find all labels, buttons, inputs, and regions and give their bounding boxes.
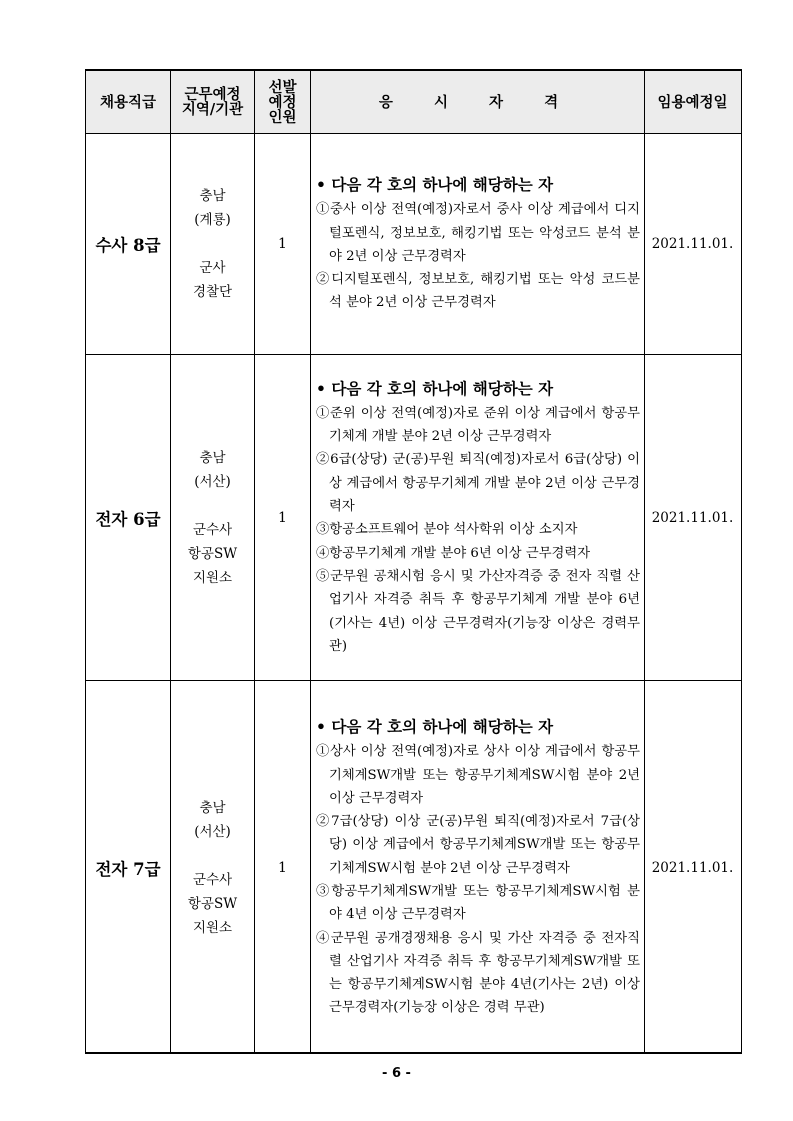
count-cell: 1 xyxy=(255,134,311,354)
location-cell: 충남 (서산) 군수사 항공SW 지원소 xyxy=(171,355,255,680)
grade-cell: 수사 8급 xyxy=(86,134,171,354)
qualification-item: ②디지털포렌식, 정보보호, 해킹기법 또는 악성 코드분석 분야 2년 이상 근무경력자 xyxy=(316,272,640,311)
location-cell: 충남 (서산) 군수사 항공SW 지원소 xyxy=(171,681,255,1054)
header-appointment-date: 임용예정일 xyxy=(657,93,728,111)
table-header xyxy=(86,71,741,134)
header-grade: 채용직급 xyxy=(86,71,171,133)
table-row xyxy=(86,681,741,1054)
count-cell: 1 xyxy=(255,355,311,680)
date-cell: 2021.11.01. xyxy=(651,509,734,526)
qualification-item: ①준위 이상 전역(예정)자로 준위 이상 계급에서 항공무기체계 개발 분야 2년 이상 근무경력자 xyxy=(316,405,640,445)
recruitment-table xyxy=(85,69,742,1054)
qualification-cell: • 다음 각 호의 하나에 해당하는 자 ①중사 이상 전역(예정)자로서 중사 이상 계급에서 디지털포렌식, 정보보호, 해킹기법 또는 악성코드 분석 분야 2년 이상 근무경력자 ②디지털포렌식, 정보보호, 해킹기법 또는 악성 코드분석 분야 2년 이상 근무경력자 xyxy=(311,134,645,354)
bullet-icon: • xyxy=(316,717,326,737)
qualification-item: ③항공소프트웨어 분야 석사학위 이상 소지자 xyxy=(316,522,578,538)
page-number: - 6 - xyxy=(382,1066,411,1081)
grade-cell: 전자 7급 xyxy=(86,681,171,1054)
qualification-item: ②6급(상당) 군(공)무원 퇴직(예정)자로서 6급(상당) 이상 계급에서 항공무기체계 개발 분야 2년 이상 근무경력자 xyxy=(316,452,640,515)
table-row xyxy=(86,355,741,681)
qualification-item: ④항공무기체계 개발 분야 6년 이상 근무경력자 xyxy=(316,545,591,561)
qualification-item: ④군무원 공개경쟁채용 응시 및 가산 자격증 중 전자직렬 산업기사 자격증 취득 후 항공무기체계SW개발 또는 항공무기체계SW시험 분야 4년(기사는 2년) 이상 근무경력자(기능장 이상은 경력 무관) xyxy=(316,930,640,1016)
count-cell: 1 xyxy=(255,681,311,1054)
qualification-item: ②7급(상당) 이상 군(공)무원 퇴직(예정)자로서 7급(상당) 이상 계급에서 항공무기체계SW개발 또는 항공무기체계SW시험 분야 2년 이상 근무경력자 xyxy=(316,814,640,876)
header-location: 근무예정 지역/기관 xyxy=(171,71,255,133)
qualification-item: ③항공무기체계SW개발 또는 항공무기체계SW시험 분야 4년 이상 근무경력자 xyxy=(316,884,640,923)
qualification-item: ⑤군무원 공채시험 응시 및 가산자격증 중 전자 직렬 산업기사 자격증 취득 후 항공무기체계 개발 분야 6년(기사는 4년) 이상 근무경력자(기능장 이상은 경력무관) xyxy=(316,568,640,654)
date-cell: 2021.11.01. xyxy=(651,859,734,876)
header-qualification: 응 시 자 격 xyxy=(311,71,645,133)
bullet-icon: • xyxy=(316,175,326,195)
qualification-cell: • 다음 각 호의 하나에 해당하는 자 ①상사 이상 전역(예정)자로 상사 이상 계급에서 항공무기체계SW개발 또는 항공무기체계SW시험 분야 2년 이상 근무경력자 ②7급(상당) 이상 군(공)무원 퇴직(예정)자로서 7급(상당) 이상 계급에서 항공무기체계SW개발 또는 항공무기체계SW시험 분야 2년 이상 근무경력자 ③항공무기체계SW개발 또는 항공무기체계SW시험 분야 4년 이상 근무경력자 ④군무원 공개경쟁채용 응시 및 가산 자격증 중 전자직렬 산업기사 자격증 취득 후 항공무기체계SW개발 또는 항공무기체계SW시험 분야 4년(기사는 2년) 이상 근무경력자(기능장 이상은 경력 무관) xyxy=(311,681,645,1054)
qualification-item: ①중사 이상 전역(예정)자로서 중사 이상 계급에서 디지털포렌식, 정보보호, 해킹기법 또는 악성코드 분석 분야 2년 이상 근무경력자 xyxy=(316,202,640,264)
date-cell: 2021.11.01. xyxy=(651,236,734,252)
grade-cell: 전자 6급 xyxy=(86,355,171,680)
qualification-cell: • 다음 각 호의 하나에 해당하는 자 ①준위 이상 전역(예정)자로 준위 이상 계급에서 항공무기체계 개발 분야 2년 이상 근무경력자 ②6급(상당) 군(공)무원 퇴직(예정)자로서 6급(상당) 이상 계급에서 항공무기체계 개발 분야 2년 이상 근무경력자 ③항공소프트웨어 분야 석사학위 이상 소지자 ④항공무기체계 개발 분야 6년 이상 근무경력자 ⑤군무원 공채시험 응시 및 가산자격증 중 전자 직렬 산업기사 자격증 취득 후 항공무기체계 개발 분야 6년(기사는 4년) 이상 근무경력자(기능장 이상은 경력무관) xyxy=(311,355,645,680)
table-row xyxy=(86,134,741,355)
bullet-icon: • xyxy=(316,378,326,398)
location-cell: 충남 (계룡) 군사 경찰단 xyxy=(171,134,255,354)
qualification-item: ①상사 이상 전역(예정)자로 상사 이상 계급에서 항공무기체계SW개발 또는 항공무기체계SW시험 분야 2년 이상 근무경력자 xyxy=(316,744,640,806)
header-count: 선발 예정 인원 xyxy=(255,71,311,133)
